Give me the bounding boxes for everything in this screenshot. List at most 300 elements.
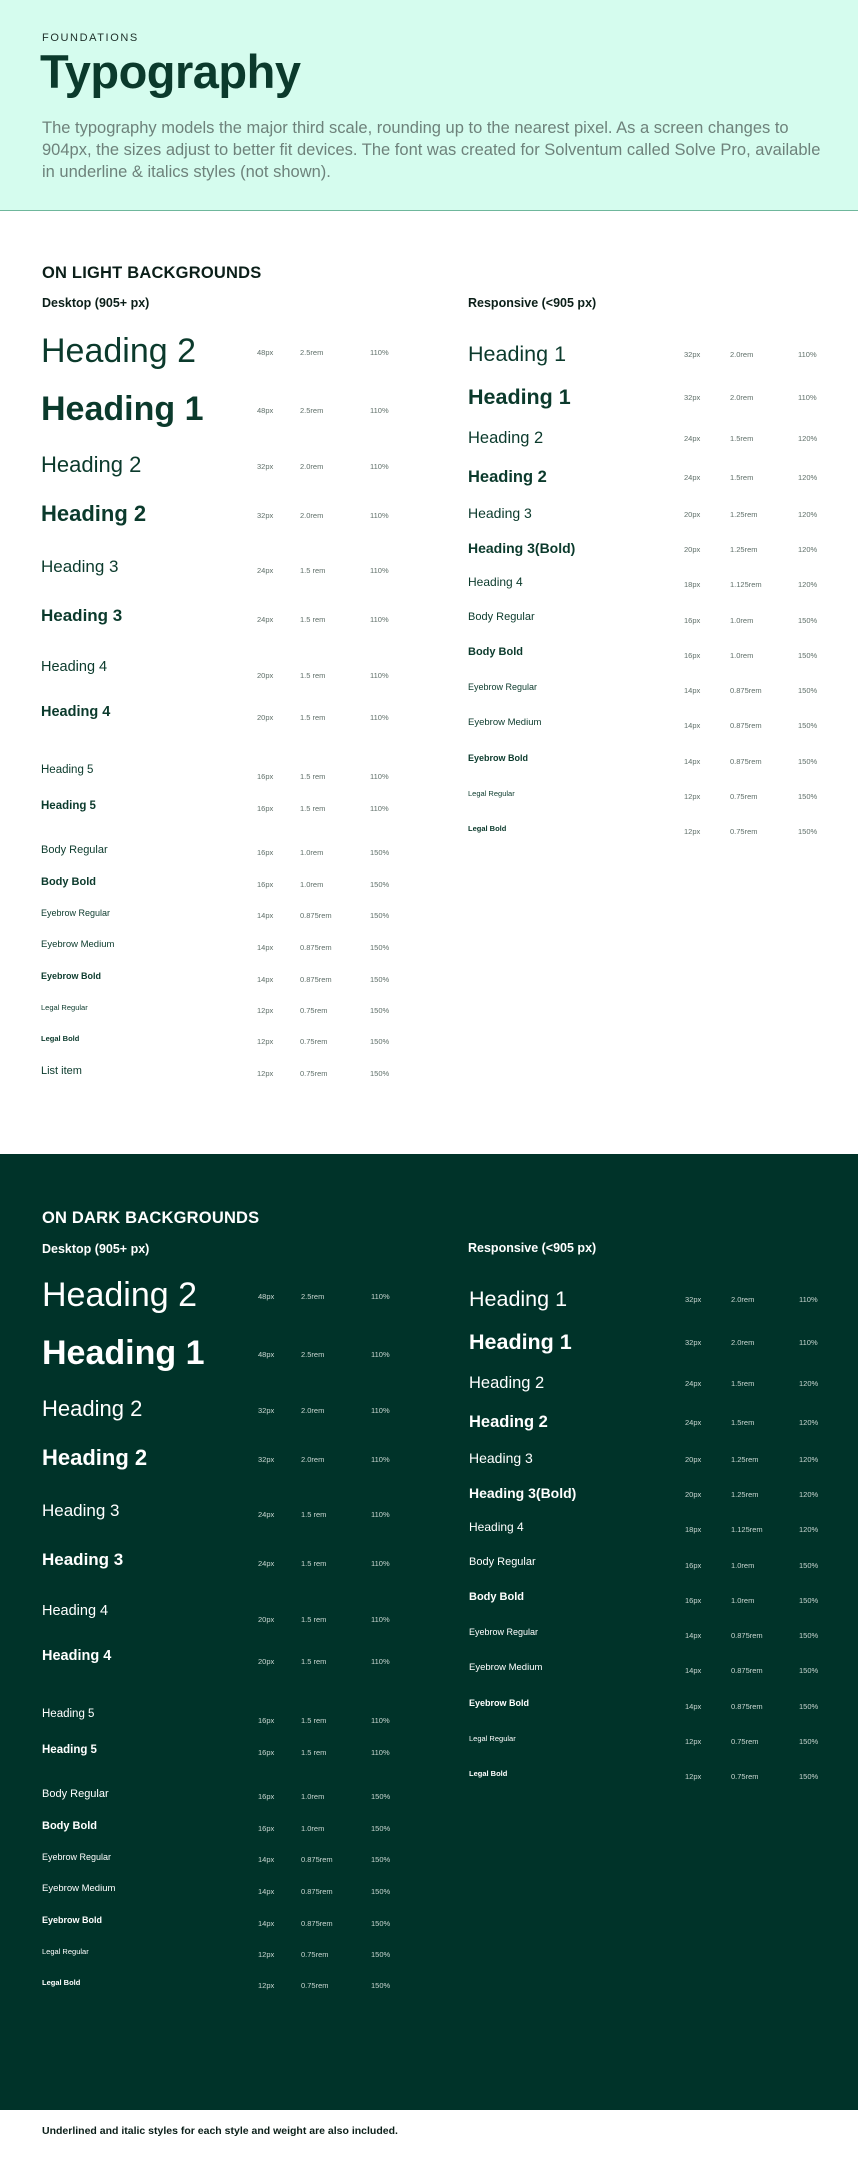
font-size-value: 48px: [257, 348, 274, 357]
line-height-value: 150%: [799, 1561, 819, 1570]
font-size-value: 14px: [258, 1855, 275, 1864]
font-size-value: 16px: [257, 848, 274, 857]
type-specimen-row: [469, 1663, 829, 1683]
rem-value: 2.5rem: [300, 406, 324, 415]
rem-value: 1.0rem: [731, 1596, 755, 1605]
rem-value: 2.0rem: [300, 511, 324, 520]
font-size-value: 12px: [257, 1069, 274, 1078]
line-height-value: 150%: [799, 1666, 819, 1675]
type-specimen-row: [468, 507, 828, 527]
rem-value: 1.5 rem: [301, 1716, 327, 1725]
type-specimen-row: [468, 613, 828, 633]
type-specimen-row: [41, 801, 401, 821]
line-height-value: 150%: [798, 651, 818, 660]
line-height-value: 150%: [371, 1792, 391, 1801]
type-specimen-row: [42, 1334, 402, 1372]
type-specimen-row: [469, 1487, 829, 1507]
line-height-value: 120%: [799, 1490, 819, 1499]
font-size-value: 12px: [257, 1037, 274, 1046]
font-size-value: 20px: [685, 1490, 702, 1499]
type-specimen-row: [41, 557, 401, 583]
rem-value: 2.0rem: [301, 1406, 325, 1415]
line-height-value: 120%: [798, 580, 818, 589]
rem-value: 1.5rem: [731, 1418, 755, 1427]
line-height-value: 120%: [799, 1379, 819, 1388]
rem-value: 0.75rem: [730, 827, 758, 836]
type-specimen-row: [42, 1445, 402, 1471]
type-specimen-row: [41, 332, 401, 370]
type-specimen-row: [42, 1884, 402, 1904]
rem-value: 0.75rem: [731, 1772, 759, 1781]
type-sample: Eyebrow Regular: [42, 1852, 112, 1862]
type-specimen-row: [41, 501, 401, 527]
line-height-value: 150%: [370, 1006, 390, 1015]
type-specimen-row: [41, 1003, 401, 1023]
rem-value: 1.5 rem: [301, 1615, 327, 1624]
font-size-value: 14px: [257, 911, 274, 920]
type-sample: Eyebrow Bold: [468, 753, 529, 763]
line-height-value: 110%: [370, 671, 389, 680]
font-size-value: 32px: [685, 1295, 702, 1304]
type-specimen-row: [469, 1287, 829, 1311]
type-sample: Legal Regular: [469, 1734, 516, 1743]
type-sample: Heading 1: [468, 385, 571, 409]
rem-value: 1.125rem: [730, 580, 762, 589]
rem-value: 2.0rem: [730, 350, 754, 359]
rem-value: 1.5rem: [730, 473, 754, 482]
font-size-value: 14px: [685, 1666, 702, 1675]
line-height-value: 150%: [371, 1950, 391, 1959]
font-size-value: 16px: [258, 1716, 275, 1725]
type-specimen-row: [41, 1066, 401, 1086]
line-height-value: 150%: [798, 757, 818, 766]
rem-value: 1.5 rem: [300, 615, 326, 624]
type-specimen-row: [42, 1603, 402, 1632]
type-specimen-row: [469, 1452, 829, 1472]
type-sample: Heading 2: [42, 1445, 148, 1470]
line-height-value: 150%: [370, 880, 390, 889]
type-specimen-row: [468, 718, 828, 738]
font-size-value: 48px: [257, 406, 274, 415]
font-size-value: 20px: [685, 1455, 702, 1464]
font-size-value: 12px: [258, 1981, 275, 1990]
footer: [0, 2110, 858, 2160]
font-size-value: 16px: [258, 1792, 275, 1801]
rem-value: 2.5rem: [301, 1292, 325, 1301]
page-title: Typography: [40, 45, 301, 98]
type-sample: Heading 4: [42, 1648, 112, 1664]
line-height-value: 150%: [798, 827, 818, 836]
rem-value: 1.0rem: [301, 1792, 325, 1801]
type-specimen-row: [469, 1522, 829, 1542]
font-size-value: 24px: [258, 1510, 275, 1519]
type-sample: Heading 3(Bold): [468, 540, 576, 556]
type-specimen-row: [469, 1628, 829, 1648]
rem-value: 1.5 rem: [301, 1510, 327, 1519]
rem-value: 0.875rem: [730, 757, 762, 766]
type-specimen-row: [41, 845, 401, 865]
rem-value: 0.875rem: [730, 686, 762, 695]
type-sample: Body Regular: [41, 844, 108, 856]
line-height-value: 120%: [798, 510, 818, 519]
type-specimen-row: [469, 1415, 829, 1435]
type-sample: Body Regular: [469, 1556, 536, 1568]
type-sample: Heading 4: [42, 1603, 109, 1619]
line-height-value: 110%: [798, 350, 817, 359]
line-height-value: 110%: [370, 772, 389, 781]
type-sample: Eyebrow Regular: [469, 1627, 539, 1637]
type-specimen-row: [469, 1558, 829, 1578]
type-specimen-row: [468, 470, 828, 490]
type-sample: Heading 2: [469, 1413, 548, 1431]
font-size-value: 14px: [258, 1919, 275, 1928]
type-sample: Eyebrow Medium: [42, 1883, 116, 1894]
rem-value: 1.0rem: [731, 1561, 755, 1570]
responsive-column-title: Responsive (<905 px): [468, 1241, 597, 1255]
font-size-value: 24px: [684, 473, 701, 482]
type-sample: Heading 1: [42, 1334, 205, 1372]
type-sample: Eyebrow Regular: [41, 908, 111, 918]
line-height-value: 110%: [370, 615, 389, 624]
font-size-value: 18px: [685, 1525, 702, 1534]
type-specimen-row: [468, 824, 828, 844]
type-sample: Heading 1: [468, 342, 567, 366]
rem-value: 1.25rem: [731, 1490, 759, 1499]
rem-value: 0.875rem: [731, 1666, 763, 1675]
type-specimen-row: [41, 390, 401, 428]
rem-value: 2.0rem: [730, 393, 754, 402]
line-height-value: 110%: [371, 1350, 390, 1359]
type-sample: Heading 3: [42, 1501, 120, 1520]
intro-paragraph: The typography models the major third scale, rounding up to the nearest pixel. As a screen changes to 904px, the sizes adjust to better fit devices. The font was created for Solventum called Solve Pro, available in underline & italics styles (not shown).: [42, 119, 821, 181]
line-height-value: 150%: [799, 1596, 819, 1605]
responsive-column-title: Responsive (<905 px): [468, 296, 597, 310]
font-size-value: 14px: [258, 1887, 275, 1896]
font-size-value: 24px: [257, 566, 274, 575]
rem-value: 1.5 rem: [300, 804, 326, 813]
line-height-value: 110%: [371, 1657, 390, 1666]
type-specimen-row: [42, 1947, 402, 1967]
dark-backgrounds-section: [0, 1154, 858, 2110]
line-height-value: 110%: [798, 393, 817, 402]
type-specimen-row: [42, 1789, 402, 1809]
line-height-value: 110%: [370, 713, 389, 722]
font-size-value: 12px: [258, 1950, 275, 1959]
type-sample: Heading 5: [41, 764, 94, 776]
font-size-value: 24px: [685, 1379, 702, 1388]
type-specimen-row: [41, 606, 401, 632]
line-height-value: 150%: [370, 848, 390, 857]
type-specimen-row: [469, 1734, 829, 1754]
line-height-value: 150%: [370, 975, 390, 984]
line-height-value: 110%: [371, 1615, 390, 1624]
font-size-value: 32px: [258, 1406, 275, 1415]
line-height-value: 150%: [799, 1702, 819, 1711]
line-height-value: 120%: [798, 473, 818, 482]
type-specimen-row: [469, 1330, 829, 1354]
rem-value: 0.875rem: [301, 1887, 333, 1896]
font-size-value: 14px: [257, 943, 274, 952]
type-sample: Legal Bold: [468, 824, 507, 833]
rem-value: 1.25rem: [730, 510, 758, 519]
type-specimen-row: [41, 659, 401, 688]
rem-value: 0.75rem: [731, 1737, 759, 1746]
font-size-value: 16px: [257, 772, 274, 781]
rem-value: 0.875rem: [731, 1702, 763, 1711]
type-sample: Heading 2: [468, 468, 547, 486]
type-sample: Heading 4: [41, 659, 108, 675]
type-sample: Eyebrow Medium: [469, 1662, 543, 1673]
font-size-value: 12px: [685, 1772, 702, 1781]
rem-value: 1.5 rem: [301, 1748, 327, 1757]
type-sample: Heading 3: [468, 505, 532, 521]
line-height-value: 150%: [799, 1737, 819, 1746]
line-height-value: 120%: [798, 545, 818, 554]
type-sample: Legal Bold: [41, 1034, 80, 1043]
type-specimen-row: [42, 1916, 402, 1936]
type-specimen-row: [469, 1376, 829, 1396]
line-height-value: 150%: [798, 721, 818, 730]
font-size-value: 16px: [685, 1596, 702, 1605]
type-sample: Eyebrow Regular: [468, 682, 538, 692]
type-specimen-row: [468, 431, 828, 451]
type-specimen-row: [468, 683, 828, 703]
line-height-value: 110%: [370, 566, 389, 575]
type-specimen-row: [42, 1501, 402, 1527]
type-specimen-row: [41, 908, 401, 928]
type-sample: Heading 1: [41, 390, 204, 428]
rem-value: 2.0rem: [731, 1295, 755, 1304]
line-height-value: 150%: [370, 911, 390, 920]
line-height-value: 150%: [798, 792, 818, 801]
type-sample: Legal Regular: [468, 789, 515, 798]
line-height-value: 120%: [799, 1525, 819, 1534]
rem-value: 0.875rem: [301, 1919, 333, 1928]
rem-value: 2.0rem: [300, 462, 324, 471]
line-height-value: 150%: [371, 1824, 391, 1833]
type-sample: Heading 5: [41, 800, 96, 812]
type-sample: Body Bold: [468, 646, 523, 658]
font-size-value: 14px: [684, 686, 701, 695]
hero-banner: [0, 0, 858, 211]
type-sample: Heading 4: [469, 1520, 524, 1534]
line-height-value: 110%: [799, 1338, 818, 1347]
rem-value: 0.75rem: [301, 1950, 329, 1959]
line-height-value: 150%: [798, 686, 818, 695]
type-sample: Body Bold: [42, 1820, 97, 1832]
type-specimen-row: [42, 1978, 402, 1998]
line-height-value: 110%: [370, 348, 389, 357]
font-size-value: 24px: [685, 1418, 702, 1427]
line-height-value: 150%: [799, 1631, 819, 1640]
type-specimen-row: [41, 1034, 401, 1054]
line-height-value: 110%: [370, 511, 389, 520]
font-size-value: 16px: [685, 1561, 702, 1570]
type-sample: Eyebrow Medium: [468, 717, 542, 728]
font-size-value: 32px: [257, 511, 274, 520]
line-height-value: 120%: [799, 1455, 819, 1464]
font-size-value: 12px: [684, 792, 701, 801]
font-size-value: 16px: [258, 1824, 275, 1833]
type-sample: Heading 2: [468, 429, 544, 447]
line-height-value: 110%: [370, 462, 389, 471]
line-height-value: 110%: [371, 1510, 390, 1519]
type-sample: Legal Bold: [42, 1978, 81, 1987]
type-sample: Heading 2: [42, 1276, 198, 1314]
line-height-value: 150%: [370, 1037, 390, 1046]
font-size-value: 20px: [684, 545, 701, 554]
line-height-value: 110%: [371, 1406, 390, 1415]
line-height-value: 120%: [798, 434, 818, 443]
rem-value: 1.25rem: [731, 1455, 759, 1464]
type-sample: Heading 3: [41, 557, 119, 576]
type-specimen-row: [468, 789, 828, 809]
rem-value: 0.75rem: [730, 792, 758, 801]
line-height-value: 150%: [370, 943, 390, 952]
type-specimen-row: [468, 577, 828, 597]
rem-value: 1.5 rem: [300, 566, 326, 575]
type-specimen-row: [468, 648, 828, 668]
type-sample: Body Regular: [468, 611, 535, 623]
font-size-value: 16px: [257, 880, 274, 889]
line-height-value: 150%: [371, 1981, 391, 1990]
type-sample: Legal Bold: [469, 1769, 508, 1778]
type-sample: List item: [41, 1065, 82, 1077]
type-sample: Body Bold: [41, 876, 96, 888]
type-sample: Heading 1: [469, 1330, 572, 1354]
rem-value: 2.5rem: [300, 348, 324, 357]
font-size-value: 32px: [685, 1338, 702, 1347]
line-height-value: 110%: [370, 406, 389, 415]
type-sample: Heading 5: [42, 1744, 97, 1756]
type-specimen-row: [41, 940, 401, 960]
section-title: ON LIGHT BACKGROUNDS: [42, 264, 262, 282]
font-size-value: 14px: [257, 975, 274, 984]
type-specimen-row: [469, 1593, 829, 1613]
type-specimen-row: [468, 385, 828, 409]
type-specimen-row: [469, 1769, 829, 1789]
font-size-value: 14px: [685, 1702, 702, 1711]
type-specimen-row: [42, 1708, 402, 1733]
line-height-value: 150%: [798, 616, 818, 625]
footer-note: Underlined and italic styles for each style and weight are also included.: [42, 2125, 398, 2137]
type-specimen-row: [41, 704, 401, 730]
type-sample: Eyebrow Bold: [41, 971, 102, 981]
type-specimen-row: [468, 342, 828, 366]
type-sample: Heading 3(Bold): [469, 1485, 577, 1501]
type-specimen-row: [42, 1852, 402, 1872]
font-size-value: 20px: [257, 671, 274, 680]
font-size-value: 16px: [684, 616, 701, 625]
type-specimen-row: [42, 1550, 402, 1576]
font-size-value: 32px: [684, 393, 701, 402]
font-size-value: 14px: [684, 757, 701, 766]
rem-value: 1.25rem: [730, 545, 758, 554]
font-size-value: 48px: [258, 1292, 275, 1301]
type-specimen-row: [468, 754, 828, 774]
rem-value: 2.5rem: [301, 1350, 325, 1359]
type-specimen-row: [41, 877, 401, 897]
font-size-value: 32px: [257, 462, 274, 471]
font-size-value: 20px: [258, 1657, 275, 1666]
rem-value: 0.875rem: [730, 721, 762, 730]
desktop-column-title: Desktop (905+ px): [42, 296, 150, 310]
rem-value: 1.5 rem: [300, 713, 326, 722]
rem-value: 0.75rem: [300, 1006, 328, 1015]
font-size-value: 16px: [257, 804, 274, 813]
type-sample: Heading 4: [468, 575, 523, 589]
type-sample: Heading 5: [42, 1708, 95, 1720]
type-sample: Eyebrow Medium: [41, 939, 115, 950]
type-sample: Heading 4: [41, 704, 111, 720]
rem-value: 1.5rem: [730, 434, 754, 443]
type-specimen-row: [469, 1699, 829, 1719]
type-sample: Legal Regular: [42, 1947, 89, 1956]
type-sample: Legal Regular: [41, 1003, 88, 1012]
rem-value: 1.125rem: [731, 1525, 763, 1534]
line-height-value: 110%: [371, 1716, 390, 1725]
rem-value: 0.75rem: [300, 1069, 328, 1078]
rem-value: 1.5 rem: [300, 772, 326, 781]
rem-value: 0.875rem: [300, 943, 332, 952]
type-specimen-row: [42, 1396, 402, 1422]
rem-value: 1.5 rem: [301, 1657, 327, 1666]
font-size-value: 12px: [684, 827, 701, 836]
line-height-value: 150%: [371, 1855, 391, 1864]
desktop-column-title: Desktop (905+ px): [42, 1242, 150, 1256]
line-height-value: 150%: [371, 1887, 391, 1896]
rem-value: 2.0rem: [301, 1455, 325, 1464]
font-size-value: 24px: [257, 615, 274, 624]
font-size-value: 16px: [684, 651, 701, 660]
type-sample: Body Regular: [42, 1788, 109, 1800]
rem-value: 1.5 rem: [300, 671, 326, 680]
rem-value: 0.875rem: [301, 1855, 333, 1864]
line-height-value: 150%: [799, 1772, 819, 1781]
type-sample: Eyebrow Bold: [42, 1915, 103, 1925]
type-specimen-row: [41, 764, 401, 789]
line-height-value: 110%: [371, 1748, 390, 1757]
line-height-value: 150%: [371, 1919, 391, 1928]
type-sample: Heading 3: [469, 1450, 533, 1466]
type-specimen-row: [42, 1276, 402, 1314]
rem-value: 1.0rem: [730, 616, 754, 625]
rem-value: 0.875rem: [300, 975, 332, 984]
rem-value: 2.0rem: [731, 1338, 755, 1347]
rem-value: 1.0rem: [300, 848, 324, 857]
rem-value: 1.5 rem: [301, 1559, 327, 1568]
type-sample: Heading 3: [42, 1550, 124, 1569]
font-size-value: 32px: [684, 350, 701, 359]
type-sample: Heading 3: [41, 606, 123, 625]
font-size-value: 48px: [258, 1350, 275, 1359]
type-specimen-row: [42, 1745, 402, 1765]
light-backgrounds-section: [0, 212, 858, 1154]
font-size-value: 24px: [258, 1559, 275, 1568]
font-size-value: 14px: [684, 721, 701, 730]
rem-value: 0.875rem: [300, 911, 332, 920]
rem-value: 1.0rem: [300, 880, 324, 889]
type-specimen-row: [42, 1648, 402, 1674]
line-height-value: 110%: [370, 804, 389, 813]
line-height-value: 110%: [371, 1455, 390, 1464]
line-height-value: 110%: [371, 1559, 390, 1568]
font-size-value: 32px: [258, 1455, 275, 1464]
type-sample: Body Bold: [469, 1591, 524, 1603]
font-size-value: 18px: [684, 580, 701, 589]
font-size-value: 14px: [685, 1631, 702, 1640]
font-size-value: 20px: [684, 510, 701, 519]
